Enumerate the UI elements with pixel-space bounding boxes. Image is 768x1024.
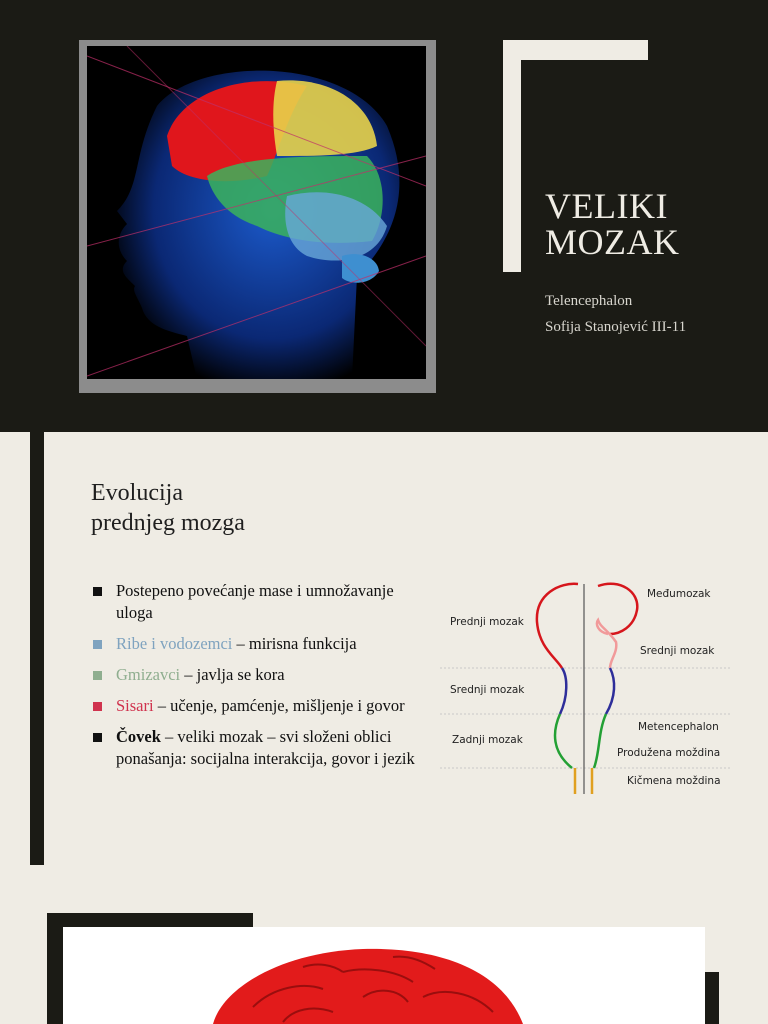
label-metencephalon: Metencephalon: [638, 721, 719, 733]
slide-title: [91, 478, 245, 538]
bullet-square-icon: [93, 671, 102, 680]
bullet-text: – učenje, pamćenje, mišljenje i govor: [153, 696, 405, 715]
brain-development-diagram: [440, 572, 730, 807]
bullet-item: [93, 580, 423, 624]
title-bracket-vertical: [503, 40, 521, 272]
bullet-square-icon: [93, 702, 102, 711]
label-prednji-mozak: Prednji mozak: [450, 616, 524, 628]
bullet-square-icon: [93, 733, 102, 742]
bullet-item: [93, 633, 423, 655]
bullet-item: [93, 726, 423, 770]
bullet-text: – mirisna funkcija: [232, 634, 357, 653]
left-accent-bar: [30, 432, 44, 865]
slide-subtitle-block: [545, 288, 686, 340]
slide-title: [545, 188, 680, 260]
title-line-1: Evolucija: [91, 480, 183, 506]
label-srednji-mozak-left: Srednji mozak: [450, 684, 525, 696]
evolution-slide: [0, 432, 768, 884]
bullet-text: – veliki mozak – svi složeni oblici ponašanja: socijalna interakcija, govor i jezik: [116, 727, 415, 768]
red-brain-image: [63, 927, 705, 1024]
title-bracket-horizontal: [503, 40, 648, 60]
brain-head-image: [87, 46, 426, 379]
title-line-1: VELIKI: [545, 186, 668, 226]
title-slide: [0, 0, 768, 432]
label-kicmena-mozdina: Kičmena moždina: [627, 775, 721, 787]
title-line-2: prednjeg mozga: [91, 510, 245, 536]
label-srednji-mozak-right: Srednji mozak: [640, 645, 715, 657]
title-line-2: MOZAK: [545, 222, 680, 262]
bullet-highlight: Ribe i vodozemci: [116, 634, 233, 653]
label-zadnji-mozak: Zadnji mozak: [452, 734, 523, 746]
subtitle: Telencephalon: [545, 293, 633, 309]
bullet-square-icon: [93, 640, 102, 649]
right-accent-bar: [705, 972, 719, 1024]
brain-photo-frame: [79, 40, 436, 393]
label-medjumozak: Međumozak: [647, 588, 711, 600]
bullet-item: [93, 695, 423, 717]
label-produzena-mozdina: Produžena moždina: [617, 747, 721, 759]
bullet-highlight: Sisari: [116, 696, 154, 715]
bullet-text: – javlja se kora: [180, 665, 285, 684]
bullet-text: Postepeno povećanje mase i umnožavanje uloga: [116, 581, 394, 622]
author: Sofija Stanojević III-11: [545, 319, 687, 335]
bullet-square-icon: [93, 587, 102, 596]
brain-illustration-slide: [0, 884, 768, 1024]
bullet-list: [93, 580, 423, 779]
brain-illustration-panel: [63, 927, 705, 1024]
bullet-highlight: Gmizavci: [116, 665, 181, 684]
bullet-highlight: Čovek: [116, 727, 161, 746]
bullet-item: [93, 664, 423, 686]
